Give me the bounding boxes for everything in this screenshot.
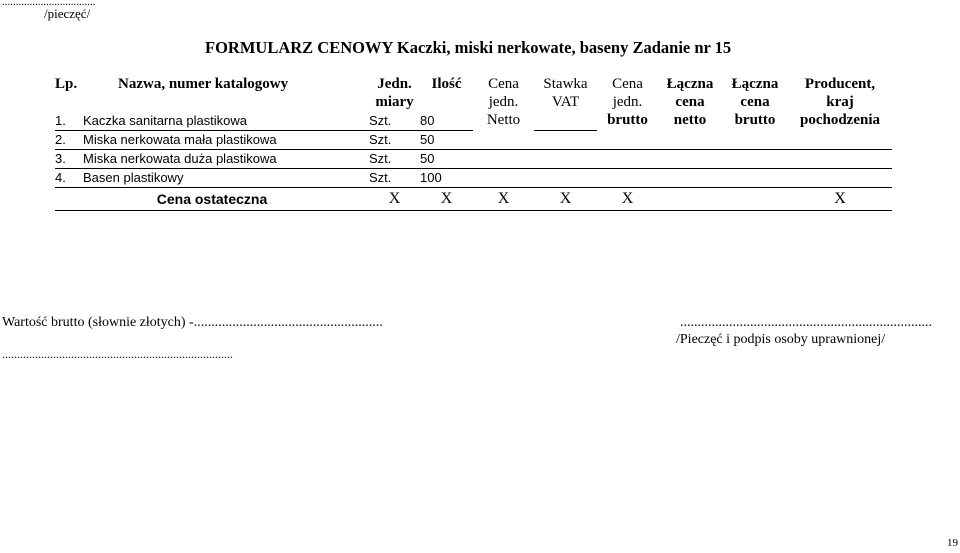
total-mark: X (420, 188, 473, 211)
value-dots: ............................................................................. (2, 347, 233, 361)
row-lp: 1. (55, 113, 66, 128)
col-price-net: Cena jedn. Netto (486, 76, 521, 128)
col-total-gross: Łączna cena brutto (731, 76, 779, 128)
row-qty: 100 (420, 170, 442, 185)
row-name: Basen plastikowy (83, 170, 184, 185)
signature-label: /Pieczęć i podpis osoby uprawnionej/ (676, 332, 886, 347)
col-producer: Producent, kraj pochodzenia (799, 76, 880, 128)
total-mark: X (534, 188, 597, 211)
col-qty: Ilość (431, 76, 462, 92)
total-mark: X (473, 188, 534, 211)
row-unit: Szt. (369, 170, 392, 185)
table-row (55, 131, 892, 150)
total-row (55, 188, 892, 211)
row-unit: Szt. (369, 151, 392, 166)
col-vat: Stawka VAT (543, 76, 588, 110)
stamp-dots: .................................. (2, 0, 96, 8)
table-row (55, 150, 892, 169)
row-lp: 3. (55, 151, 66, 166)
total-mark: X (597, 188, 658, 211)
total-mark: X (369, 188, 420, 211)
value-in-words: Wartość brutto (słownie złotych) -...................................................... (2, 315, 383, 330)
col-total-net: Łączna cena netto (666, 76, 714, 128)
row-qty: 50 (420, 132, 435, 147)
row-unit: Szt. (369, 113, 392, 128)
row-qty: 80 (420, 113, 435, 128)
total-label: Cena ostateczna (55, 188, 369, 211)
row-lp: 2. (55, 132, 66, 147)
row-unit: Szt. (369, 132, 392, 147)
stamp-label: /pieczęć/ (44, 6, 91, 21)
table-row (55, 169, 892, 188)
row-name: Miska nerkowata mała plastikowa (83, 132, 277, 147)
row-name: Kaczka sanitarna plastikowa (83, 113, 248, 128)
row-qty: 50 (420, 151, 435, 166)
table-header-row (55, 75, 892, 111)
col-price-gross: Cena jedn. brutto (607, 76, 648, 128)
price-table (55, 75, 892, 211)
form-title: FORMULARZ CENOWY Kaczki, miski nerkowate, baseny Zadanie nr 15 (205, 38, 732, 57)
col-name: Nazwa, numer katalogowy (118, 76, 289, 92)
total-mark: X (788, 188, 892, 211)
row-name: Miska nerkowata duża plastikowa (83, 151, 277, 166)
page-number: 19 (947, 537, 958, 549)
col-lp: Lp. (55, 76, 78, 92)
row-lp: 4. (55, 170, 66, 185)
col-unit: Jedn. miary (375, 76, 414, 110)
signature-dots: ........................................................................ (680, 315, 932, 330)
